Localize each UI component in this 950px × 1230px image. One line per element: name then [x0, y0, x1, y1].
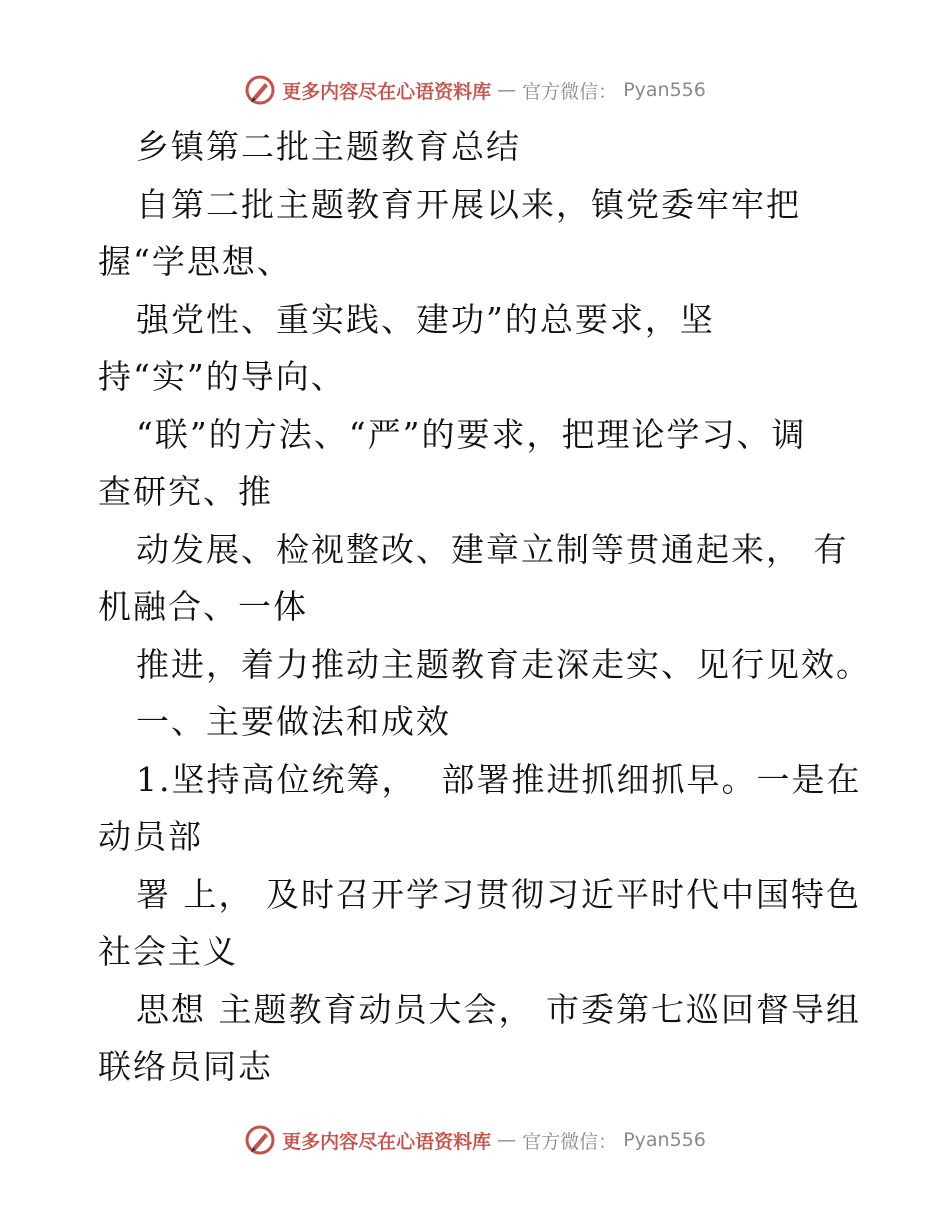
paragraph-line: 强党性、重实践、建功”的总要求，坚 — [136, 299, 715, 339]
watermark-contact-label: 官方微信： — [522, 1130, 618, 1153]
header-watermark — [0, 74, 950, 106]
paragraph-line: 持“实”的导向、 — [98, 357, 346, 396]
footer-watermark — [0, 1124, 950, 1156]
paragraph-line: 署 上， 及时召开学习贯彻习近平时代中国特色 — [136, 874, 861, 914]
paragraph-line: “联”的方法、“严”的要求，把理论学习、调 — [136, 414, 807, 454]
document-title: 乡镇第二批主题教育总结 — [136, 127, 521, 166]
watermark-brand-text: 更多内容尽在心语资料库 — [282, 1130, 492, 1153]
paragraph-line: 社会主义 — [98, 932, 238, 971]
watermark-contact-id: Pyan556 — [623, 79, 706, 101]
paragraph-line: 机融合、一体 — [98, 587, 308, 626]
paragraph-line: 握“学思想、 — [98, 242, 292, 281]
paragraph-line: 自第二批主题教育开展以来，镇党委牢牢把 — [136, 184, 801, 224]
watermark-contact-id: Pyan556 — [623, 1129, 706, 1151]
paragraph-line: 动发展、检视整改、建章立制等贯通起来， 有 — [136, 529, 849, 569]
paragraph-line: 1.坚持高位统筹， 部署推进抓细抓早。一是在 — [136, 759, 862, 799]
paragraph-line: 推进，着力推动主题教育走深走实、见行见效。 — [136, 644, 871, 684]
watermark-brand-text: 更多内容尽在心语资料库 — [282, 80, 492, 103]
paragraph-line: 动员部 — [98, 817, 203, 856]
paragraph-line: 思想 主题教育动员大会， 市委第七巡回督导组 — [136, 989, 861, 1029]
watermark-contact-label: 官方微信： — [522, 80, 618, 103]
watermark-dash: — — [497, 79, 517, 101]
pen-logo-icon — [244, 1124, 276, 1156]
paragraph-line: 联络员同志 — [98, 1047, 273, 1086]
document-body — [98, 118, 871, 1096]
section-heading: 一、主要做法和成效 — [136, 702, 451, 741]
pen-logo-icon — [244, 74, 276, 106]
watermark-dash: — — [497, 1129, 517, 1151]
paragraph-line: 查研究、推 — [98, 472, 273, 511]
